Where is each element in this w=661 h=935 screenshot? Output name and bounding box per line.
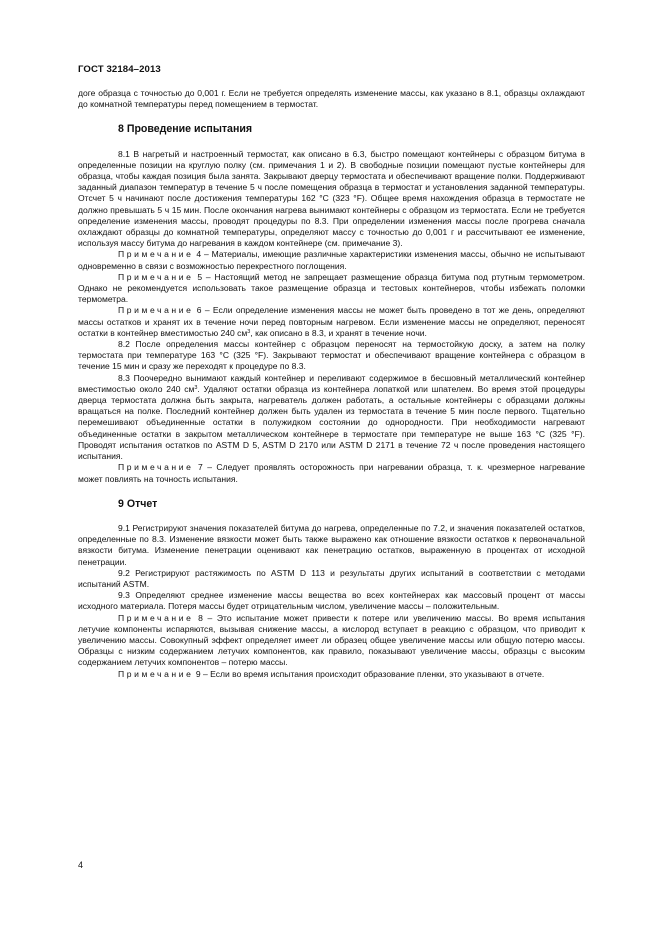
paragraph-8-3: [78, 373, 585, 463]
note-text-cont: , как описано в 8.3, и хранят в течение ночи.: [250, 327, 427, 338]
page-number: 4: [78, 860, 84, 870]
note-label: Примечание: [118, 271, 194, 282]
paragraph-continuation: доге образца с точностью до 0,001 г. Если не требуется определять изменение массы, как указано в 8.1, образцы охлаждают до комнатной температуры перед помещением в термостат.: [78, 88, 585, 110]
note-text: 6 – Если определение изменения массы не может быть проведено в тот же день, определяют массы остатков и хранят их в течение ночи перед повторным нагревом. Если изменение массы не определяют, переносят остатки в контейнер вместимостью 240 см: [78, 305, 585, 338]
document-header: ГОСТ 32184–2013: [78, 64, 161, 75]
note-6: [78, 305, 585, 339]
paragraph-text: 8.3 Поочередно вынимают каждый контейнер и переливают содержимое в бесшовный металлический контейнер вместимостью около 240 см: [78, 372, 585, 394]
paragraph-8-1: 8.1 В нагретый и настроенный термостат, как описано в 6.3, быстро помещают контейнеры с образцом битума в определенные позиции на круглую полку (см. примечания 1 и 2). В свободные позиции помещают пустые контейнеры для образца, чтобы каждая позиция была занята. Закрывают дверцу термостата и обеспечивают вращение полки. Поддерживают заданный диапазон температур в течение 5 ч после помещения образца в термостат и установления заданной температуры. Отсчет 5 ч начинают после достижения температуры 162 °C (323 °F). Общее время нахождения образца в термостате не должно превышать 5 ч 15 мин. После окончания нагрева вынимают контейнеры с образцом из термостата. Если не требуется определение изменения массы, проводят процедуры по 8.3. При определении изменения массы после прогрева сначала охлаждают образцы до комнатной температуры, определяют массу с точностью до 0,001 г и рассчитывают ее изменение, используя массу битума до нагревания в каждом контейнере (см. примечание 3).: [78, 148, 585, 249]
note-text: 7 – Следует проявлять осторожность при нагревании образца, т. к. чрезмерное нагревание может повлиять на точность испытания.: [78, 462, 585, 484]
note-text: 9 – Если во время испытания происходит образование пленки, это указывают в отчете.: [193, 668, 545, 679]
section-heading-8: 8 Проведение испытания: [118, 123, 253, 136]
note-text: 4 – Материалы, имеющие различные характеристики изменения массы, обычно не испытывают одновременно в связи с возможностью перекрестного поглощения.: [78, 249, 585, 271]
note-label: Примечание: [118, 612, 194, 623]
superscript: 3: [194, 384, 198, 391]
note-4: [78, 249, 585, 271]
superscript: 3: [247, 328, 251, 335]
paragraph-9-2: 9.2 Регистрируют растяжимость по ASTM D 113 и результаты других испытаний в соответствии с методами испытаний ASTM.: [78, 567, 585, 589]
note-label: Примечание: [118, 668, 194, 679]
paragraph-9-3: 9.3 Определяют среднее изменение массы вещества во всех контейнерах как массовый процент от массы исходного материала. Потеря массы будет отрицательным числом, увеличение массы – положительным.: [78, 590, 585, 612]
note-7: [78, 462, 585, 484]
note-text: 5 – Настоящий метод не запрещает размещение образца битума под ртутным термометром. Однако не рекомендуется использовать такое размещение образца и тестовых контейнеров, чтобы избежать поломки термометра.: [78, 271, 585, 305]
note-label: Примечание: [118, 305, 194, 316]
note-label: Примечание: [118, 249, 194, 260]
paragraph-8-2: 8.2 После определения массы контейнер с образцом переносят на термостойкую доску, а затем на полку термостата при температуре 163 °C (325 °F). Закрывают термостат и обеспечивают вращение контейнера с образцом в течение 15 мин и сразу же переходят к процедуре по 8.3.: [78, 339, 585, 372]
note-5: [78, 272, 585, 306]
paragraph-text-cont: . Удаляют остатки образца из контейнера лопаткой или шпателем. Во время этой процедуры дверца термостата должна быть закрыта, нагреватель должен работать, а остальные контейнеры с образцами должны вращаться на полке. Последний контейнер должен быть удален из термостата в течение 5 мин после первого. Тщательно перемешивают объединенные остатки в полужидком состоянии до однородности. При необходимости нагревают объединенные остатки в закрытом металлическом контейнере в термостате при температуре не выше 163 °C (325 °F). Проводят испытания остатков по ASTM D 5, ASTM D 2170 или ASTM D 2171 в течение 72 ч после проведения настоящего испытания.: [78, 383, 585, 462]
paragraph-9-1: 9.1 Регистрируют значения показателей битума до нагрева, определенные по 7.2, и значения показателей остатков, определенные по 8.3. Изменение вязкости может быть также выражено как отношение вязкости остатков к первоначальной вязкости битума. Изменение пенетрации оценивают как пенетрацию остатков, выраженную в процентах от исходной пенетрации.: [78, 522, 585, 567]
note-8: [78, 613, 585, 669]
note-label: Примечание: [118, 462, 194, 473]
note-text: 8 – Это испытание может привести к потере или увеличению массы. Во время испытания летучие компоненты испаряются, вызывая снижение массы, а кислород вступает в реакцию с образцом, что приводит к увеличению массы. Совокупный эффект определяет имеет ли образец общее увеличение массы или общую потерю массы. Образцы с низким содержанием летучих компонентов, как правило, показывают увеличение массы, образцы с высоким содержанием летучих компонентов – потерю массы.: [78, 612, 585, 668]
section-heading-9: 9 Отчет: [118, 497, 158, 510]
document-body: [78, 88, 585, 680]
note-9: [78, 669, 585, 680]
